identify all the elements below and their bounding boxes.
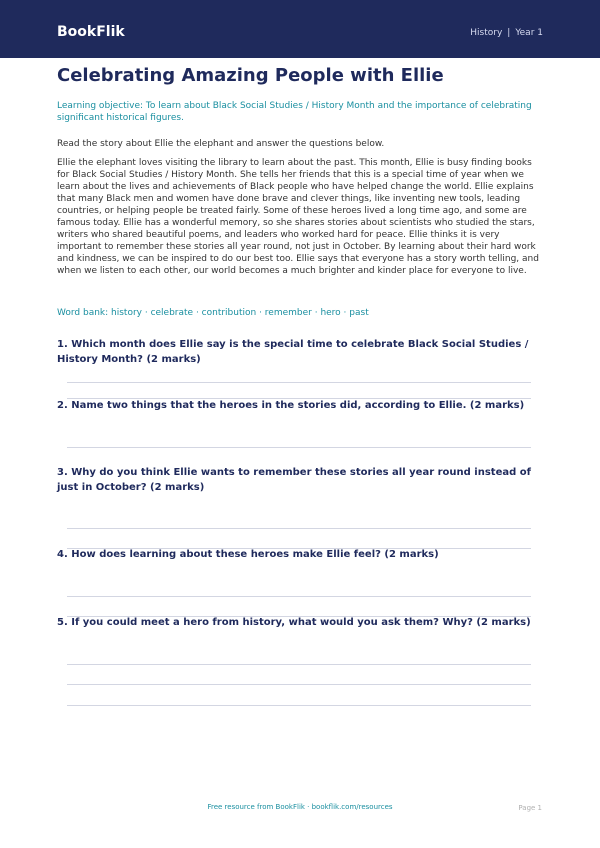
answer-line[interactable]: [67, 664, 531, 665]
page-header: [0, 0, 600, 58]
question-3: 3. Why do you think Ellie wants to remember these stories all year round instead of just in October? (2 marks): [57, 467, 531, 493]
question-1: 1. Which month does Ellie say is the special time to celebrate Black Social Studies / History Month? (2 marks): [57, 339, 529, 365]
footer-credit[interactable]: Free resource from BookFlik · bookflik.com/resources: [207, 803, 393, 811]
question-5: 5. If you could meet a hero from history, what would you ask them? Why? (2 marks): [57, 617, 531, 628]
year-label: Year 1: [515, 28, 543, 38]
page-title: Celebrating Amazing People with Ellie: [57, 65, 444, 86]
header-meta: [470, 27, 543, 39]
page-number: Page 1: [518, 804, 542, 812]
answer-line[interactable]: [67, 398, 531, 399]
answer-line[interactable]: [67, 382, 531, 383]
answer-line[interactable]: [67, 596, 531, 597]
answer-line[interactable]: [67, 447, 531, 448]
question-2: 2. Name two things that the heroes in the stories did, according to Ellie. (2 marks): [57, 400, 525, 411]
answer-line[interactable]: [67, 684, 531, 685]
word-bank: Word bank: history · celebrate · contribution · remember · hero · past: [57, 308, 369, 318]
answer-line[interactable]: [67, 705, 531, 706]
question-4: 4. How does learning about these heroes make Ellie feel? (2 marks): [57, 549, 439, 560]
meta-separator: |: [507, 28, 511, 38]
learning-objective: Learning objective: To learn about Black Social Studies / History Month and the importance of celebrating significant historical figures.: [57, 101, 532, 123]
instructions: Read the story about Ellie the elephant and answer the questions below.: [57, 139, 385, 149]
answer-line[interactable]: [67, 528, 531, 529]
subject-label: History: [470, 28, 503, 38]
brand-logo-text[interactable]: BookFlik: [57, 24, 125, 40]
story-passage: Ellie the elephant loves visiting the library to learn about the past. This month, Ellie is busy finding books for Black Social Studies / History Month. She tells her friends that this is a special time of year when we learn about the lives and achievements of Black people who have helped change the world. Ellie explains that many Black men and women have done brave and clever things, like inventing new tools, leading countries, or helping people be treated fairly. Some of these heroes lived a long time ago, and some are famous today. Ellie has a wonderful memory, so she shares stories about scientists who studied the stars, writers who shared beautiful poems, and leaders who worked hard for peace. Ellie thinks it is very important to remember these stories all year round, not just in October. By learning about their hard work and kindness, we can be inspired to do our best too. Ellie says that everyone has a story worth telling, and when we listen to each other, our world becomes a much brighter and kinder place for everyone to live.: [57, 158, 539, 276]
